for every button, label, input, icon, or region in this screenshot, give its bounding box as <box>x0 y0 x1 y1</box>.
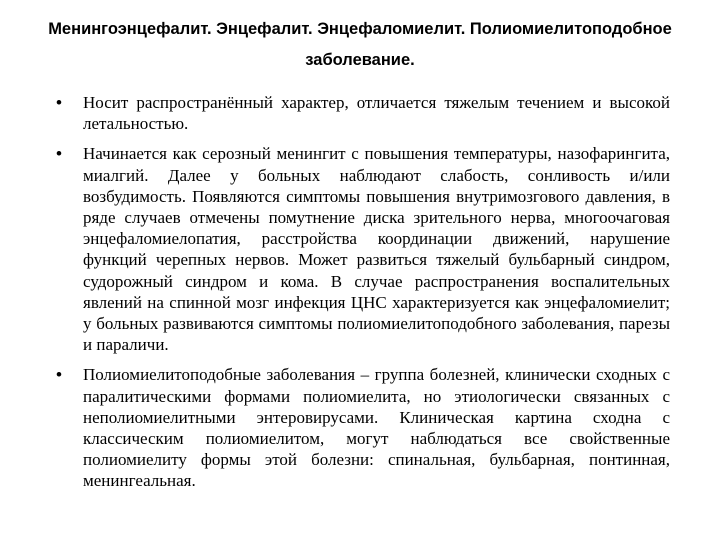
bullet-text-2: Начинается как серозный менингит с повышения температуры, назофарингита, миалгий. Далее у больных наблюдают слабость, сонливость и/или возбудимость. Появляются симптомы повышения внутримозгового давления, в ряде случаев отмечены помутнение диска зрительного нерва, многоочаговая энцефаломиелопатия, расстройства координации движений, нарушение функций черепных нервов. Может развиться тяжелый бульбарный синдром, судорожный синдром и кома. В случае распространения воспалительных явлений на спинной мозг инфекция ЦНС характеризуется как энцефаломиелит; у больных развиваются симптомы полиомиелитоподобного заболевания, парезы и параличи. <box>83 144 670 355</box>
bullet-list <box>56 92 670 501</box>
bullet-marker-icon: • <box>56 93 62 112</box>
bullet-text-3: Полиомиелитоподобные заболевания – группа болезней, клинически сходных с паралитическими формами полиомиелита, но этиологически связанных с неполиомиелитными энтеровирусами. Клиническая картина сходна с классическим полиомиелитом, могут наблюдаться все свойственные полиомиелиту формы этой болезни: спинальная, бульбарная, понтинная, менингеальная. <box>83 365 670 491</box>
bullet-marker-icon: • <box>56 144 62 164</box>
slide-title: Менингоэнцефалит. Энцефалит. Энцефаломиелит. Полиомиелитоподобное заболевание. <box>48 20 672 69</box>
bullet-item-2 <box>56 143 670 355</box>
bullet-item-3 <box>56 364 670 491</box>
bullet-item-1 <box>56 92 670 134</box>
bullet-marker-icon: • <box>56 365 62 385</box>
bullet-text-1: Носит распространённый характер, отличается тяжелым течением и высокой летальностью. <box>83 93 670 134</box>
